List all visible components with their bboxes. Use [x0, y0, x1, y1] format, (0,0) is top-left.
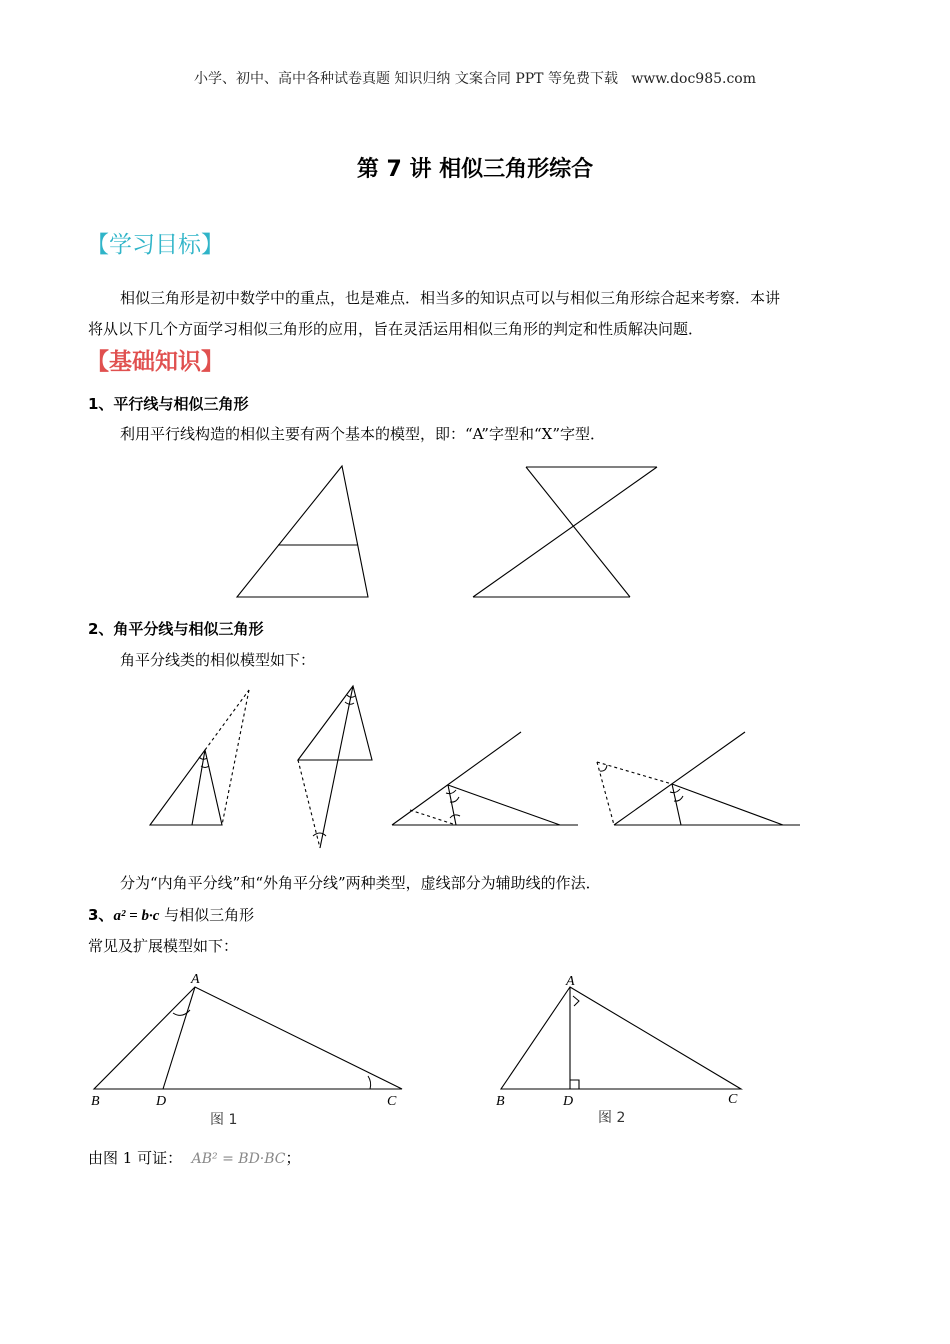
item3-title-suffix: 与相似三角形: [159, 906, 255, 924]
section-basic-knowledge-heading: 【基础知识】: [86, 349, 224, 375]
section-learning-goals-heading: 【学习目标】: [86, 232, 224, 258]
item2-text: 角平分线类的相似模型如下：: [120, 651, 316, 669]
item3-title-formula: a² = b·c: [113, 908, 160, 924]
item1-title: 1、平行线与相似三角形: [88, 395, 249, 413]
fig1-label-c: C: [387, 1094, 397, 1109]
item2-note: 分为“内角平分线”和“外角平分线”两种类型，虚线部分为辅助线的作法．: [120, 874, 601, 892]
item1-text: 利用平行线构造的相似主要有两个基本的模型，即：“A”字型和“X”字型．: [120, 425, 605, 443]
proof-suffix: ；: [285, 1149, 301, 1167]
fig2-caption: 图 2: [598, 1110, 626, 1126]
item3-title-prefix: 3、: [88, 906, 114, 924]
goals-paragraph-line2: 将从以下几个方面学习相似三角形的应用，旨在灵活运用相似三角形的判定和性质解决问题．: [88, 320, 704, 338]
item3-proof-line: [88, 1142, 301, 1175]
fig2-label-a: A: [566, 974, 575, 989]
figure-2: [496, 974, 741, 1126]
figure-1: [91, 972, 402, 1128]
proof-prefix: 由图 1 可证：: [88, 1149, 183, 1167]
fig2-label-b: B: [496, 1094, 505, 1109]
fig1-label-b: B: [91, 1094, 100, 1109]
fig1-label-d: D: [156, 1094, 167, 1109]
goals-paragraph-line1: 相似三角形是初中数学中的重点，也是难点．相当多的知识点可以与相似三角形综合起来考察．本讲: [120, 289, 781, 307]
page-title: 第 7 讲 相似三角形综合: [356, 157, 594, 182]
proof-formula: AB² = BD·BC: [191, 1151, 286, 1167]
header-text: 小学、初中、高中各种试卷真题 知识归纳 文案合同 PPT 等免费下载: [193, 71, 618, 87]
header-url[interactable]: www.doc985.com: [631, 71, 757, 87]
fig2-label-c: C: [728, 1092, 738, 1107]
fig2-label-d: D: [563, 1094, 574, 1109]
item2-title: 2、角平分线与相似三角形: [88, 620, 264, 638]
fig1-label-a: A: [191, 972, 200, 987]
item3-text: 常见及扩展模型如下：: [88, 937, 239, 955]
fig1-caption: 图 1: [210, 1112, 238, 1128]
